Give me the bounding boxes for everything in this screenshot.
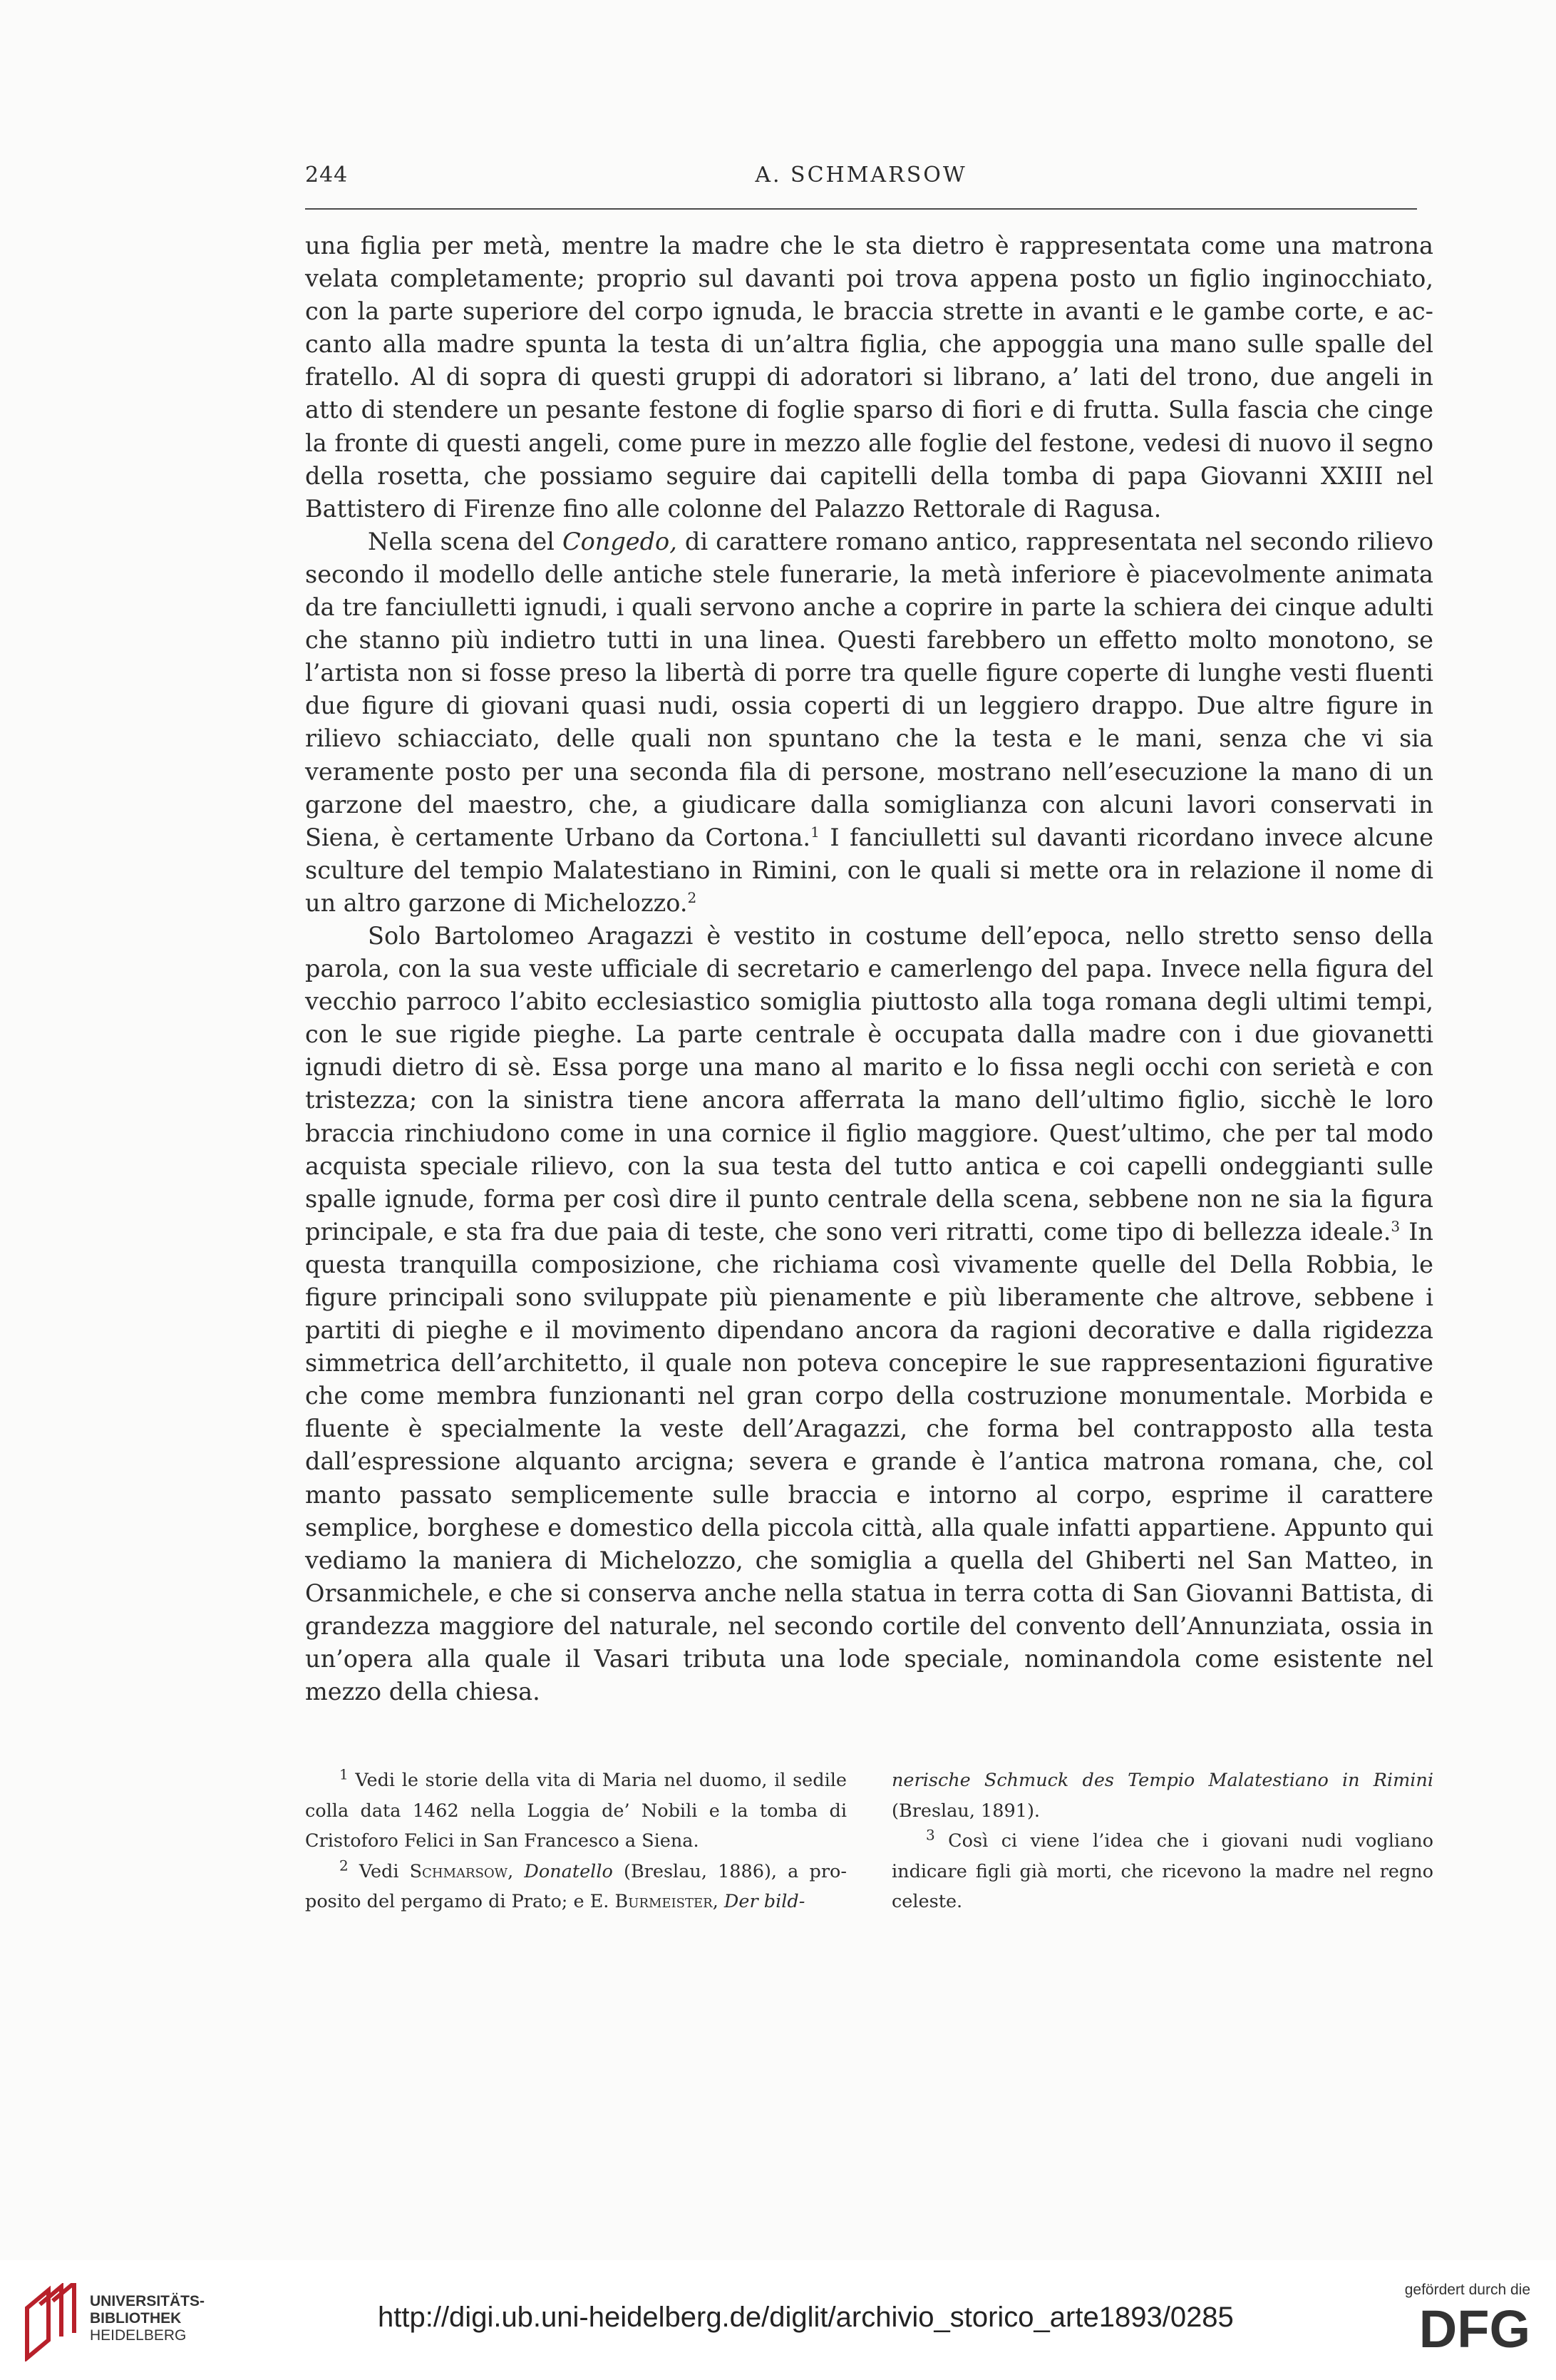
footnote-ref-3[interactable]: 3	[1391, 1217, 1401, 1235]
dfg-logo-text: DFG	[1418, 2304, 1530, 2354]
footnotes	[305, 1765, 1433, 1917]
paragraph-2-text-a: Nella scena del	[368, 527, 562, 555]
footnote-2-author-1: Schmarsow	[409, 1860, 508, 1882]
library-name-line-1: UNIVERSITÄTS-	[90, 2293, 205, 2309]
paragraph-2	[305, 525, 1433, 920]
main-text	[305, 230, 1433, 1708]
sponsor-label: gefördert durch die	[1404, 2282, 1530, 2298]
footnote-2-text-d: ,	[712, 1891, 724, 1912]
paragraph-2-italic: Congedo,	[562, 527, 677, 555]
footnote-2	[305, 1857, 847, 1917]
footnote-2-title-1: Donatello	[524, 1860, 613, 1882]
footnote-2-text-c: (Breslau, 1886), a proposito del pergamo di Prato; e E.	[305, 1860, 847, 1912]
dfg-logo-icon	[1388, 2304, 1530, 2354]
footnote-2-author-2: Burmeister	[614, 1891, 713, 1912]
running-head: A. SCHMARSOW	[755, 163, 967, 188]
library-name	[90, 2293, 205, 2344]
footnote-3-mark: 3	[926, 1826, 935, 1844]
digitization-footer	[0, 2260, 1556, 2380]
footnotes-right-column	[892, 1765, 1433, 1917]
footnote-2-title-2b: nerische Schmuck des Tempio Malatestiano in Rimini	[892, 1770, 1433, 1791]
footnote-2-text-e: (Breslau, 1891).	[892, 1800, 1040, 1822]
header-rule	[305, 208, 1417, 210]
footnote-2-text-a: Vedi	[348, 1860, 410, 1882]
ub-heidelberg-logo-icon	[20, 2283, 84, 2361]
paragraph-3	[305, 920, 1433, 1708]
footnote-1-mark: 1	[339, 1765, 349, 1783]
paragraph-2-text-b: di carattere romano antico, rappresentata nel secondo rilievo secondo il modello delle antiche stele funerarie, la metà inferiore è piacevolmente animata da tre fanciulletti ignudi, i quali servono anche a coprire in parte la schiera dei cinque adulti che stanno più indietro tutti in una linea. Questi farebbero un effetto molto monotono, se l’artista non si fosse preso la libertà di porre tra quelle figure coperte di lunghe vesti fluenti due figure di giovani quasi nudi, ossia coperti di un leggiero drappo. Due altre figure in rilievo schiacciato, delle quali non spuntano che la testa e le mani, senza che vi sia veramente posto per una seconda fila di persone, mostrano nell’esecuzione la mano di un garzone del maestro, che, a giudicare dalla somiglianza con alcuni lavori conservati in Siena, è certamente Urbano da Cortona.	[305, 527, 1433, 851]
footnotes-left-column	[305, 1765, 847, 1917]
paragraph-3-text-a: Solo Bartolomeo Aragazzi è vestito in costume dell’epoca, nello stretto senso della parola, con la sua veste ufficiale di secretario e camerlengo del papa. Invece nella figura del vecchio parroco l’abito ecclesiastico somiglia piuttosto alla toga romana degli ultimi tempi, con le sue rigide pieghe. La parte centrale è occupata dalla madre con i due giovanetti ignudi dietro di sè. Essa porge una mano al marito e lo fissa negli occhi con serietà e con tristezza; con la sinistra tiene ancora afferrata la mano dell’ultimo figlio, sicchè le loro braccia rinchiudono come in una cornice il figlio maggiore. Quest’ultimo, che per tal modo acquista speciale rilievo, con la sua testa del tutto antica e coi capelli ondeggianti sulle spalle ignude, forma per così dire il punto centrale della scena, sebbene non ne sia la figura principale, e sta fra due paia di teste, che sono veri ritratti, come tipo di bellezza ideale.	[305, 921, 1433, 1246]
footnote-2-continued	[892, 1765, 1433, 1826]
page-number: 244	[305, 163, 349, 188]
paragraph-2-text-c: I fanciulletti sul davanti ricordano invece alcune sculture del tempio Malatestiano in Rimini, con le quali si mette ora in relazione il nome di un altro garzone di Michelozzo.	[305, 823, 1433, 917]
footnote-3-text: Così ci viene l’idea che i giovani nudi vogliano indicare figli già morti, che ricevono la madre nel regno celeste.	[892, 1830, 1433, 1912]
footnote-1	[305, 1765, 847, 1857]
footnote-1-text: Vedi le storie della vita di Maria nel duomo, il sedile colla data 1462 nella Loggia de’ Nobili e la tomba di Cristoforo Felici in San Francesco a Siena.	[305, 1770, 847, 1852]
sponsor-block	[1381, 2282, 1530, 2354]
footnote-ref-1[interactable]: 1	[810, 823, 820, 841]
paragraph-1: una figlia per metà, mentre la madre che le sta dietro è rappresentata come una matrona velata completamente; proprio sul davanti poi trova appena posto un figlio inginocchiato, con la parte superiore del corpo ignuda, le braccia strette in avanti e le gambe corte, e accanto alla madre spunta la testa di un’altra figlia, che appoggia una mano sulle spalle del fratello. Al di sopra di questi gruppi di adoratori si librano, a’ lati del trono, due angeli in atto di stendere un pesante festone di foglie sparso di fiori e di frutta. Sulla fascia che cinge la fronte di questi angeli, come pure in mezzo alle foglie del festone, vedesi di nuovo il segno della rosetta, che possiamo seguire dai capitelli della tomba di papa Giovanni XXIII nel Battistero di Firenze fino alle colonne del Palazzo Rettorale di Ragusa.	[305, 232, 1433, 523]
paragraph-3-text-b: In questa tranquilla composizione, che richiama così vivamente quelle del Della Robbia, le figure principali sono sviluppate più pienamente e più liberamente che altrove, sebbene i partiti di pieghe e il movimento dipendano ancora da ragioni decorative e dalla rigidezza simmetrica dell’architetto, il quale non poteva concepire le sue rappresentazioni figurative che come membra funzionanti nel gran corpo della costruzione monumentale. Morbida e fluente è specialmente la veste dell’Aragazzi, che forma bel contrapposto alla testa dall’espressione alquanto arcigna; severa e grande è l’antica matrona romana, che, col manto passato semplicemente sulle braccia e intorno al corpo, esprime il carattere semplice, borghese e domestico della piccola città, alla quale infatti appartiene. Appunto qui vediamo la maniera di Michelozzo, che somiglia a quella del Ghiberti nel San Matteo, in Orsanmichele, e che si conserva anche nella statua in terra cotta di San Giovanni Battista, di grandezza maggiore del naturale, nel secondo cortile del convento dell’Annunziata, ossia in un’opera alla quale il Vasari tributa una lode speciale, nominandola come esistente nel mezzo della chiesa.	[305, 1217, 1434, 1706]
library-name-line-2: BIBLIOTHEK	[90, 2310, 182, 2327]
library-name-line-3: HEIDELBERG	[90, 2327, 187, 2344]
page-header	[305, 163, 1417, 198]
permalink-url[interactable]: http://digi.ub.uni-heidelberg.de/diglit/archivio_storico_arte1893/0285	[378, 2302, 1234, 2333]
footnote-2-text-b: ,	[507, 1860, 525, 1882]
footnote-2-mark: 2	[339, 1857, 349, 1874]
footnote-3	[892, 1826, 1433, 1917]
footnote-ref-2[interactable]: 2	[687, 888, 697, 906]
footnote-2-title-2a: Der bild-	[723, 1891, 805, 1912]
